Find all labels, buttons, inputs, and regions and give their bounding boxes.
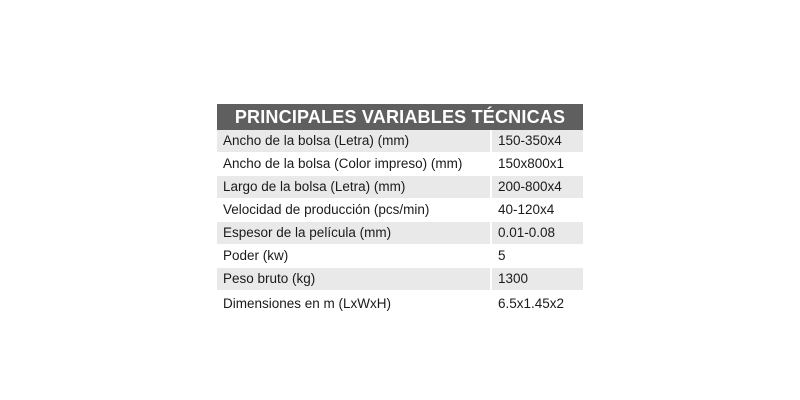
row-label: Ancho de la bolsa (Color impreso) (mm): [217, 153, 492, 175]
row-value: 150x800x1: [498, 156, 565, 171]
table-row: [217, 222, 583, 245]
table-row: [217, 153, 583, 176]
row-value: 150-350x4: [498, 133, 562, 148]
row-label: Espesor de la película (mm): [217, 222, 492, 244]
table-row: [217, 199, 583, 222]
row-label: Ancho de la bolsa (Letra) (mm): [217, 130, 492, 152]
specs-table: [217, 104, 583, 318]
table-row: [217, 176, 583, 199]
table-row: [217, 245, 583, 268]
table-row: [217, 130, 583, 153]
row-value: 200-800x4: [498, 179, 562, 194]
table-row: [217, 291, 583, 318]
row-value: 1300: [498, 271, 529, 286]
row-value: 5: [498, 248, 506, 263]
row-label: Dimensiones en m (LxWxH): [217, 291, 492, 317]
table-row: [217, 268, 583, 291]
row-value: 0.01-0.08: [498, 225, 556, 240]
row-label: Poder (kw): [217, 245, 492, 267]
row-value: 6.5x1.45x2: [498, 296, 565, 311]
table-title: PRINCIPALES VARIABLES TÉCNICAS: [217, 104, 583, 130]
row-value: 40-120x4: [498, 202, 555, 217]
row-label: Largo de la bolsa (Letra) (mm): [217, 176, 492, 198]
row-label: Velocidad de producción (pcs/min): [217, 199, 492, 221]
row-label: Peso bruto (kg): [217, 268, 492, 290]
